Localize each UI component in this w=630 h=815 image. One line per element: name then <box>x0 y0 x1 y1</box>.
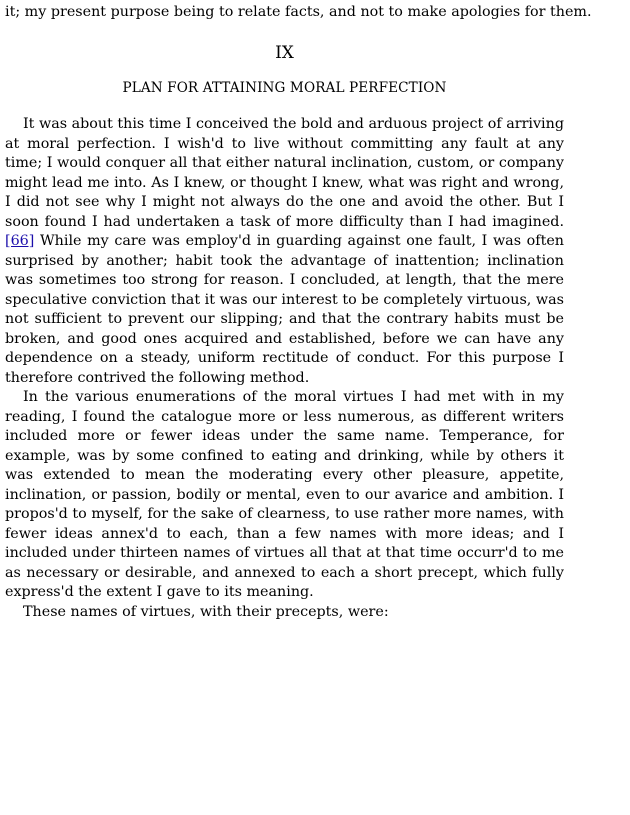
paragraph-1 <box>5 115 564 388</box>
chapter-body <box>5 115 564 622</box>
footnote-link-66[interactable]: [66] <box>5 233 35 249</box>
continued-text-line: it; my present purpose being to relate facts, and not to make apologies for them. <box>5 4 592 20</box>
paragraph-1-text-end: While my care was employ'd in guarding against one fault, I was often surprised by another; habit took the advantage of inattention; inclination was sometimes too strong for reason. I concluded, at length, that the mere speculative conviction that it was our interest to be completely virtuous, was not sufficient to prevent our slipping; and that the contrary habits must be broken, and good ones acquired and established, before we can have any dependence on a steady, uniform rectitude of conduct. For this purpose I therefore contrived the following method. <box>5 233 564 386</box>
chapter-title: PLAN FOR ATTAINING MORAL PERFECTION <box>122 79 447 96</box>
chapter-number: IX <box>275 42 294 63</box>
paragraph-1-text-start: It was about this time I conceived the bold and arduous project of arriving at moral perfection. I wish'd to live without committing any fault at any time; I would conquer all that either natural inclination, custom, or company might lead me into. As I knew, or thought I knew, what was right and wrong, I did not see why I might not always do the one and avoid the other. But I soon found I had undertaken a task of more difficulty than I had imagined. <box>5 116 564 230</box>
paragraph-2: In the various enumerations of the moral virtues I had met with in my reading, I found the catalogue more or less numerous, as different writers included more or fewer ideas under the same name. Temperance, for example, was by some confined to eating and drinking, while by others it was extended to mean the moderating every other pleasure, appetite, inclination, or passion, bodily or mental, even to our avarice and ambition. I propos'd to myself, for the sake of clearness, to use rather more names, with fewer ideas annex'd to each, than a few names with more ideas; and I included under thirteen names of virtues all that at that time occurr'd to me as necessary or desirable, and annexed to each a short precept, which fully express'd the extent I gave to its meaning. <box>5 389 564 600</box>
paragraph-3: These names of virtues, with their precepts, were: <box>23 603 389 620</box>
document-page <box>5 3 592 622</box>
